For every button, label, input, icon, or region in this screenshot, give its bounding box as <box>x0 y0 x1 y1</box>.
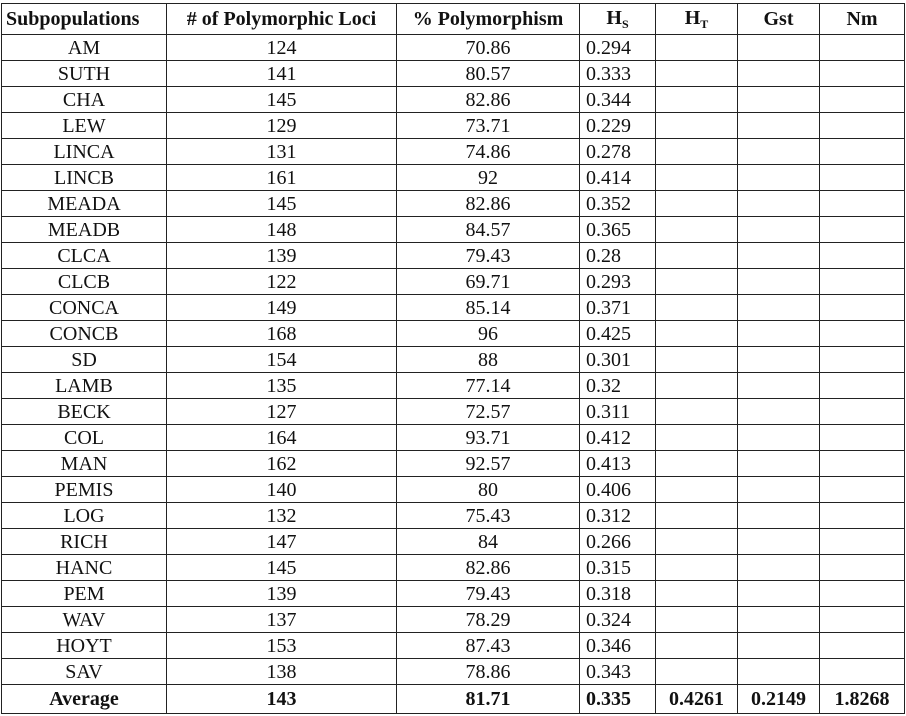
cell-subpopulation: PEM <box>2 581 167 607</box>
table-row <box>2 113 905 139</box>
cell-polymorphic-loci: 131 <box>167 139 397 165</box>
cell-subpopulation: CHA <box>2 87 167 113</box>
header-ht-base: H <box>684 7 701 29</box>
cell-hs: 0.352 <box>580 191 656 217</box>
cell-hs: 0.371 <box>580 295 656 321</box>
average-row <box>2 685 905 714</box>
cell-polymorphic-loci: 154 <box>167 347 397 373</box>
cell-nm <box>820 217 905 243</box>
cell-nm <box>820 373 905 399</box>
cell-ht <box>656 165 738 191</box>
cell-ht <box>656 61 738 87</box>
cell-hs: 0.346 <box>580 633 656 659</box>
header-percent-polymorphism: % Polymorphism <box>397 4 580 35</box>
cell-subpopulation: LOG <box>2 503 167 529</box>
cell-ht <box>656 373 738 399</box>
average-ht: 0.4261 <box>656 685 738 714</box>
cell-gst <box>738 477 820 503</box>
cell-polymorphic-loci: 141 <box>167 61 397 87</box>
cell-gst <box>738 61 820 87</box>
cell-subpopulation: HOYT <box>2 633 167 659</box>
cell-hs: 0.312 <box>580 503 656 529</box>
cell-ht <box>656 555 738 581</box>
table-row <box>2 399 905 425</box>
cell-polymorphic-loci: 132 <box>167 503 397 529</box>
cell-subpopulation: RICH <box>2 529 167 555</box>
cell-percent-polymorphism: 92.57 <box>397 451 580 477</box>
cell-nm <box>820 139 905 165</box>
cell-subpopulation: SUTH <box>2 61 167 87</box>
cell-gst <box>738 529 820 555</box>
cell-gst <box>738 347 820 373</box>
cell-subpopulation: SD <box>2 347 167 373</box>
table-row <box>2 347 905 373</box>
cell-gst <box>738 503 820 529</box>
cell-hs: 0.278 <box>580 139 656 165</box>
cell-percent-polymorphism: 92 <box>397 165 580 191</box>
cell-ht <box>656 269 738 295</box>
cell-gst <box>738 269 820 295</box>
cell-ht <box>656 35 738 61</box>
cell-polymorphic-loci: 137 <box>167 607 397 633</box>
cell-polymorphic-loci: 153 <box>167 633 397 659</box>
cell-hs: 0.414 <box>580 165 656 191</box>
cell-polymorphic-loci: 148 <box>167 217 397 243</box>
cell-subpopulation: WAV <box>2 607 167 633</box>
cell-nm <box>820 35 905 61</box>
table-row <box>2 243 905 269</box>
cell-subpopulation: COL <box>2 425 167 451</box>
cell-polymorphic-loci: 122 <box>167 269 397 295</box>
cell-subpopulation: LEW <box>2 113 167 139</box>
cell-ht <box>656 425 738 451</box>
table-row <box>2 87 905 113</box>
cell-polymorphic-loci: 145 <box>167 555 397 581</box>
table-row <box>2 633 905 659</box>
cell-gst <box>738 373 820 399</box>
cell-hs: 0.301 <box>580 347 656 373</box>
cell-percent-polymorphism: 80 <box>397 477 580 503</box>
cell-ht <box>656 217 738 243</box>
cell-percent-polymorphism: 69.71 <box>397 269 580 295</box>
cell-ht <box>656 581 738 607</box>
cell-ht <box>656 451 738 477</box>
cell-nm <box>820 243 905 269</box>
cell-nm <box>820 87 905 113</box>
table-row <box>2 269 905 295</box>
cell-percent-polymorphism: 84.57 <box>397 217 580 243</box>
cell-gst <box>738 581 820 607</box>
cell-percent-polymorphism: 82.86 <box>397 87 580 113</box>
cell-ht <box>656 139 738 165</box>
cell-ht <box>656 503 738 529</box>
header-ht <box>656 4 738 35</box>
cell-hs: 0.343 <box>580 659 656 685</box>
cell-subpopulation: MEADB <box>2 217 167 243</box>
cell-gst <box>738 659 820 685</box>
cell-polymorphic-loci: 138 <box>167 659 397 685</box>
cell-nm <box>820 555 905 581</box>
cell-hs: 0.28 <box>580 243 656 269</box>
cell-polymorphic-loci: 168 <box>167 321 397 347</box>
cell-polymorphic-loci: 139 <box>167 581 397 607</box>
cell-percent-polymorphism: 82.86 <box>397 555 580 581</box>
cell-gst <box>738 217 820 243</box>
cell-nm <box>820 347 905 373</box>
average-label: Average <box>2 685 167 714</box>
cell-hs: 0.365 <box>580 217 656 243</box>
cell-hs: 0.293 <box>580 269 656 295</box>
cell-hs: 0.229 <box>580 113 656 139</box>
table-row <box>2 35 905 61</box>
cell-percent-polymorphism: 73.71 <box>397 113 580 139</box>
cell-subpopulation: MEADA <box>2 191 167 217</box>
table-row <box>2 555 905 581</box>
table-row <box>2 477 905 503</box>
cell-gst <box>738 139 820 165</box>
cell-nm <box>820 503 905 529</box>
cell-hs: 0.318 <box>580 581 656 607</box>
cell-gst <box>738 191 820 217</box>
cell-hs: 0.425 <box>580 321 656 347</box>
table-row <box>2 61 905 87</box>
cell-ht <box>656 659 738 685</box>
cell-polymorphic-loci: 145 <box>167 87 397 113</box>
cell-ht <box>656 321 738 347</box>
cell-nm <box>820 165 905 191</box>
cell-nm <box>820 477 905 503</box>
cell-percent-polymorphism: 87.43 <box>397 633 580 659</box>
header-polymorphic-loci: # of Polymorphic Loci <box>167 4 397 35</box>
cell-polymorphic-loci: 129 <box>167 113 397 139</box>
cell-percent-polymorphism: 85.14 <box>397 295 580 321</box>
cell-subpopulation: PEMIS <box>2 477 167 503</box>
cell-percent-polymorphism: 80.57 <box>397 61 580 87</box>
cell-nm <box>820 191 905 217</box>
cell-percent-polymorphism: 88 <box>397 347 580 373</box>
cell-percent-polymorphism: 72.57 <box>397 399 580 425</box>
cell-gst <box>738 295 820 321</box>
cell-percent-polymorphism: 79.43 <box>397 243 580 269</box>
cell-polymorphic-loci: 149 <box>167 295 397 321</box>
cell-nm <box>820 269 905 295</box>
header-hs <box>580 4 656 35</box>
header-row <box>2 4 905 35</box>
polymorphism-table <box>1 3 905 714</box>
average-hs: 0.335 <box>580 685 656 714</box>
cell-gst <box>738 425 820 451</box>
cell-subpopulation: CONCA <box>2 295 167 321</box>
cell-subpopulation: LAMB <box>2 373 167 399</box>
cell-nm <box>820 61 905 87</box>
cell-polymorphic-loci: 147 <box>167 529 397 555</box>
cell-gst <box>738 35 820 61</box>
cell-ht <box>656 113 738 139</box>
cell-polymorphic-loci: 145 <box>167 191 397 217</box>
cell-polymorphic-loci: 135 <box>167 373 397 399</box>
cell-percent-polymorphism: 70.86 <box>397 35 580 61</box>
cell-nm <box>820 295 905 321</box>
cell-polymorphic-loci: 161 <box>167 165 397 191</box>
cell-subpopulation: LINCB <box>2 165 167 191</box>
cell-ht <box>656 87 738 113</box>
table-row <box>2 425 905 451</box>
cell-hs: 0.413 <box>580 451 656 477</box>
cell-percent-polymorphism: 78.29 <box>397 607 580 633</box>
cell-hs: 0.266 <box>580 529 656 555</box>
cell-gst <box>738 633 820 659</box>
cell-percent-polymorphism: 79.43 <box>397 581 580 607</box>
cell-polymorphic-loci: 162 <box>167 451 397 477</box>
cell-hs: 0.311 <box>580 399 656 425</box>
cell-gst <box>738 87 820 113</box>
cell-ht <box>656 191 738 217</box>
header-subpopulations: Subpopulations <box>2 4 167 35</box>
table-row <box>2 295 905 321</box>
table-row <box>2 217 905 243</box>
header-gst: Gst <box>738 4 820 35</box>
cell-hs: 0.324 <box>580 607 656 633</box>
cell-gst <box>738 165 820 191</box>
cell-nm <box>820 425 905 451</box>
table-body <box>2 35 905 685</box>
cell-polymorphic-loci: 127 <box>167 399 397 425</box>
cell-hs: 0.412 <box>580 425 656 451</box>
cell-ht <box>656 633 738 659</box>
cell-nm <box>820 581 905 607</box>
cell-gst <box>738 555 820 581</box>
cell-polymorphic-loci: 140 <box>167 477 397 503</box>
average-gst: 0.2149 <box>738 685 820 714</box>
cell-subpopulation: CLCB <box>2 269 167 295</box>
table-row <box>2 503 905 529</box>
table-row <box>2 659 905 685</box>
cell-subpopulation: SAV <box>2 659 167 685</box>
average-nm: 1.8268 <box>820 685 905 714</box>
cell-nm <box>820 113 905 139</box>
cell-nm <box>820 529 905 555</box>
cell-gst <box>738 399 820 425</box>
header-hs-base: H <box>606 7 622 29</box>
cell-ht <box>656 477 738 503</box>
cell-nm <box>820 607 905 633</box>
cell-gst <box>738 607 820 633</box>
table-row <box>2 607 905 633</box>
table-row <box>2 321 905 347</box>
cell-subpopulation: HANC <box>2 555 167 581</box>
cell-subpopulation: CLCA <box>2 243 167 269</box>
cell-gst <box>738 321 820 347</box>
cell-nm <box>820 399 905 425</box>
cell-nm <box>820 633 905 659</box>
cell-polymorphic-loci: 164 <box>167 425 397 451</box>
cell-hs: 0.333 <box>580 61 656 87</box>
cell-percent-polymorphism: 84 <box>397 529 580 555</box>
header-nm: Nm <box>820 4 905 35</box>
table-row <box>2 529 905 555</box>
cell-nm <box>820 451 905 477</box>
cell-gst <box>738 243 820 269</box>
cell-percent-polymorphism: 93.71 <box>397 425 580 451</box>
cell-ht <box>656 295 738 321</box>
cell-percent-polymorphism: 96 <box>397 321 580 347</box>
table-row <box>2 451 905 477</box>
cell-subpopulation: AM <box>2 35 167 61</box>
cell-nm <box>820 659 905 685</box>
cell-subpopulation: LINCA <box>2 139 167 165</box>
table-row <box>2 581 905 607</box>
table-row <box>2 373 905 399</box>
cell-hs: 0.32 <box>580 373 656 399</box>
cell-percent-polymorphism: 75.43 <box>397 503 580 529</box>
cell-ht <box>656 347 738 373</box>
cell-polymorphic-loci: 139 <box>167 243 397 269</box>
table-row <box>2 139 905 165</box>
cell-ht <box>656 607 738 633</box>
cell-subpopulation: BECK <box>2 399 167 425</box>
cell-polymorphic-loci: 124 <box>167 35 397 61</box>
cell-gst <box>738 451 820 477</box>
cell-hs: 0.315 <box>580 555 656 581</box>
cell-nm <box>820 321 905 347</box>
cell-percent-polymorphism: 82.86 <box>397 191 580 217</box>
cell-ht <box>656 243 738 269</box>
table-row <box>2 191 905 217</box>
average-loci: 143 <box>167 685 397 714</box>
cell-hs: 0.294 <box>580 35 656 61</box>
cell-subpopulation: MAN <box>2 451 167 477</box>
cell-hs: 0.344 <box>580 87 656 113</box>
cell-ht <box>656 399 738 425</box>
cell-percent-polymorphism: 77.14 <box>397 373 580 399</box>
cell-gst <box>738 113 820 139</box>
header-hs-subscript: S <box>621 17 629 31</box>
cell-subpopulation: CONCB <box>2 321 167 347</box>
header-ht-subscript: T <box>700 17 709 31</box>
cell-ht <box>656 529 738 555</box>
table-row <box>2 165 905 191</box>
cell-percent-polymorphism: 74.86 <box>397 139 580 165</box>
cell-percent-polymorphism: 78.86 <box>397 659 580 685</box>
average-percent: 81.71 <box>397 685 580 714</box>
cell-hs: 0.406 <box>580 477 656 503</box>
